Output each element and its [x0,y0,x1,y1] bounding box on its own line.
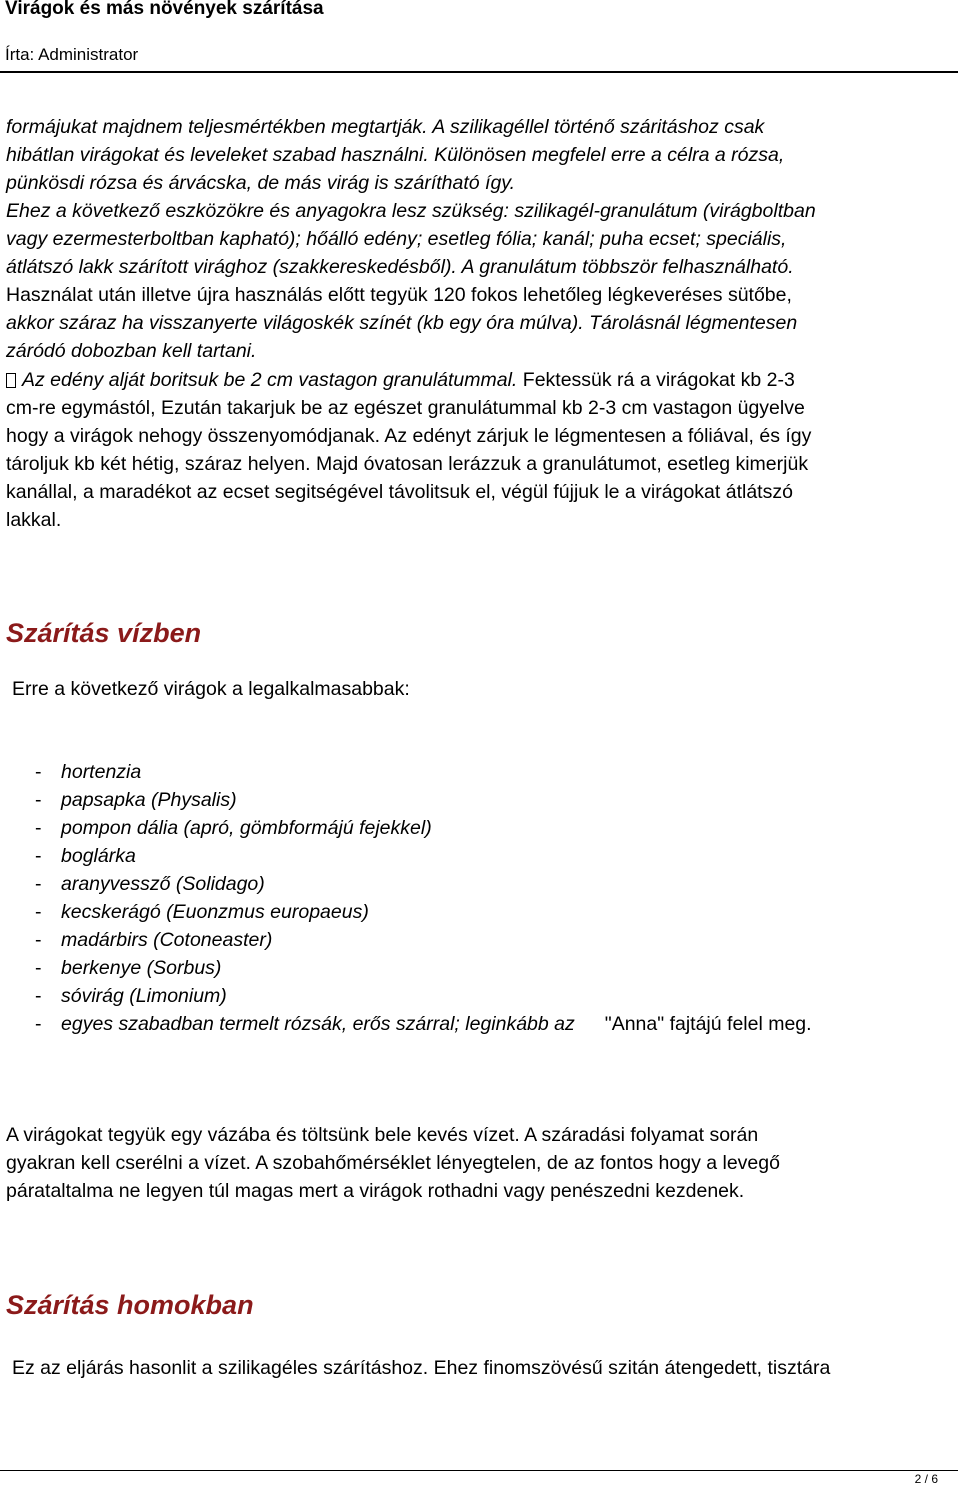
list-item [35,898,812,926]
header-divider [0,71,958,73]
text-line: Ez az eljárás hasonlit a szilikagéles szárításhoz. Ehez finomszövésű szitán átengedett, tisztára [12,1357,831,1379]
list-item [35,786,812,814]
text-line [6,366,795,394]
list-item [35,814,812,842]
list-item-text: hortenzia [61,761,142,783]
list-item-text: kecskerágó (Euonzmus europaeus) [61,901,369,923]
text-line: hogy a virágok nehogy összenyomódjanak. Az edényt zárjuk le légmentesen a fóliával, és így [6,425,812,447]
flower-list [35,758,812,1038]
list-dash: - [35,957,42,979]
text-line: tároljuk kb két hétig, száraz helyen. Majd óvatosan lerázzuk a granulátumot, esetleg kimerjük [6,453,809,475]
list-dash: - [35,901,42,923]
list-dash: - [35,873,42,895]
footer-divider [0,1470,958,1471]
list-item [35,954,812,982]
list-item [35,842,812,870]
list-dash: - [35,817,42,839]
list-item-text: boglárka [61,845,136,867]
list-dash: - [35,985,42,1007]
text-fragment: Az edény alját boritsuk be 2 cm vastagon granulátummal. [22,369,518,391]
text-line: párataltalma ne legyen túl magas mert a virágok rothadni vagy penészedni kezdenek. [6,1180,745,1202]
list-item-text: aranyvessző (Solidago) [61,873,265,895]
list-item-text: madárbirs (Cotoneaster) [61,929,273,951]
list-item-text-tail: "Anna" fajtájú felel meg. [604,1013,812,1035]
missing-glyph-icon [6,373,16,388]
document-author: Írta: Administrator [5,45,139,64]
list-item-text: pompon dália (apró, gömbformájú fejekkel) [61,817,432,839]
list-dash: - [35,789,42,811]
section-intro: Erre a következő virágok a legalkalmasabbak: [12,678,410,700]
text-line: kanállal, a maradékot az ecset segitségével távolitsuk el, végül fújjuk le a virágokat átlátszó [6,481,793,503]
text-line: Ehez a következő eszközökre és anyagokra lesz szükség: szilikagél-granulátum (virágboltban [6,200,816,222]
list-dash: - [35,929,42,951]
list-item-text: papsapka (Physalis) [61,789,237,811]
list-item [35,982,812,1010]
list-dash: - [35,761,42,783]
text-line: átlátszó lakk szárított virághoz (szakkereskedésből). A granulátum többször felhasználható. [6,256,794,278]
list-item [35,870,812,898]
list-item-text: egyes szabadban termelt rózsák, erős szárral; leginkább az [61,1013,575,1035]
list-item-text: sóvirág (Limonium) [61,985,227,1007]
text-line: A virágokat tegyük egy vázába és töltsünk bele kevés vízet. A száradási folyamat során [6,1124,759,1146]
document-header [0,0,960,74]
list-item [35,1010,812,1038]
section-heading-sand-drying: Szárítás homokban [6,1290,254,1320]
text-line: lakkal. [6,509,62,531]
text-line: formájukat majdnem teljesmértékben megtartják. A szilikagéllel történő száritáshoz csak [6,116,765,138]
document-title: Virágok és más növények szárítása [5,0,324,19]
list-item [35,758,812,786]
list-dash: - [35,845,42,867]
text-line: záródó dobozban kell tartani. [6,340,257,362]
text-line: vagy ezermesterboltban kapható); hőálló edény; esetleg fólia; kanál; puha ecset; speciális, [6,228,787,250]
text-line: Használat után illetve újra használás előtt tegyük 120 fokos lehetőleg légkeveréses sütőbe, [6,284,792,306]
text-line: hibátlan virágokat és leveleket szabad használni. Különösen megfelel erre a célra a rózsa, [6,144,785,166]
section-heading-water-drying: Szárítás vízben [6,618,202,648]
list-dash: - [35,1013,42,1035]
text-line: gyakran kell cserélni a vízet. A szobahőmérséklet lényegtelen, de az fontos hogy a levegő [6,1152,780,1174]
page-number: 2 / 6 [914,1472,938,1486]
list-item-text: berkenye (Sorbus) [61,957,222,979]
text-line: pünkösdi rózsa és árvácska, de más virág is szárítható így. [6,172,516,194]
list-item [35,926,812,954]
text-fragment: Fektessük rá a virágokat kb 2-3 [517,369,795,391]
text-line: akkor száraz ha visszanyerte világoskék színét (kb egy óra múlva). Tárolásnál légmentesen [6,312,798,334]
text-line: cm-re egymástól, Ezután takarjuk be az egészet granulátummal kb 2-3 cm vastagon ügyelve [6,397,805,419]
